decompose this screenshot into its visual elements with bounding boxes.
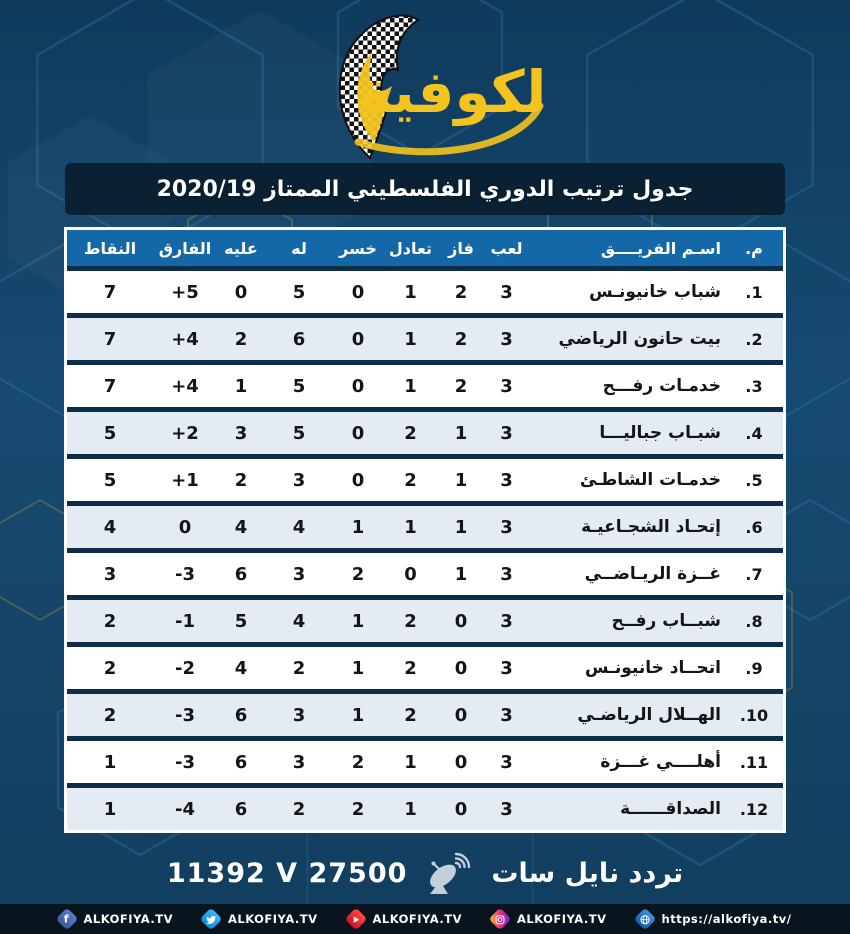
cell-played: 3 (500, 516, 513, 538)
header-diff: الفارق (158, 238, 212, 258)
cell-points: 2 (103, 704, 117, 726)
cell-against: 2 (234, 328, 248, 350)
cell-for: 5 (292, 375, 306, 397)
alkofiya-logo (300, 0, 550, 166)
table-row (67, 459, 783, 501)
frequency-label: تردد نايل سات (491, 857, 684, 889)
facebook-icon: f (55, 908, 78, 931)
cell-points: 1 (103, 798, 117, 820)
logo-calligraphy (358, 58, 550, 152)
header-for: له (291, 238, 307, 258)
frequency-value: 11392 V 27500 (166, 857, 408, 889)
social-label: ALKOFIYA.TV (372, 912, 463, 926)
cell-played: 3 (500, 469, 513, 491)
cell-played: 3 (500, 281, 513, 303)
cell-rank: 5. (745, 470, 763, 490)
globe-icon (633, 908, 656, 931)
cell-draw: 2 (404, 704, 417, 726)
cell-won: 0 (454, 610, 468, 632)
cell-rank: 1. (745, 282, 763, 302)
cell-team: شبــاب رفــح (611, 611, 721, 631)
header-against: عليه (224, 238, 258, 258)
cell-team: إتحـاد الشجـاعيـة (581, 517, 721, 537)
table-row (67, 647, 783, 689)
cell-diff: +4 (171, 328, 199, 350)
cell-won: 0 (454, 751, 468, 773)
social-label: https://alkofiya.tv/ (661, 912, 792, 926)
cell-points: 5 (103, 422, 117, 444)
social-bar (0, 904, 850, 934)
cell-rank: 4. (745, 423, 763, 443)
table-row (67, 412, 783, 454)
page-title (65, 163, 785, 215)
cell-played: 3 (500, 375, 513, 397)
header-won: فاز (448, 238, 474, 258)
cell-lost: 1 (351, 704, 365, 726)
cell-lost: 0 (351, 469, 365, 491)
cell-points: 1 (103, 751, 117, 773)
header-rank: م. (745, 238, 763, 258)
table-row (67, 553, 783, 595)
cell-rank: 11. (739, 752, 769, 772)
cell-draw: 1 (404, 375, 417, 397)
instagram-icon (489, 908, 512, 931)
cell-against: 5 (234, 610, 248, 632)
cell-team: اتحــاد خانيونـس (585, 658, 721, 678)
social-website-link[interactable] (637, 911, 792, 927)
cell-won: 0 (454, 704, 468, 726)
cell-points: 4 (103, 516, 117, 538)
cell-won: 1 (454, 422, 468, 444)
cell-played: 3 (500, 422, 513, 444)
cell-against: 4 (234, 516, 248, 538)
cell-points: 2 (103, 610, 117, 632)
cell-team: شباب خانيونـس (589, 282, 721, 302)
cell-for: 2 (292, 657, 306, 679)
cell-for: 3 (292, 704, 306, 726)
cell-for: 4 (292, 516, 306, 538)
cell-for: 3 (292, 751, 306, 773)
cell-draw: 1 (404, 751, 417, 773)
cell-draw: 1 (404, 516, 417, 538)
cell-points: 7 (103, 375, 117, 397)
cell-diff: +5 (171, 281, 199, 303)
cell-draw: 0 (404, 563, 417, 585)
cell-won: 2 (454, 281, 468, 303)
table-row (67, 694, 783, 736)
frequency-banner (0, 846, 850, 900)
cell-rank: 8. (745, 611, 763, 631)
cell-team: الصداقــــــة (620, 799, 721, 819)
cell-lost: 0 (351, 375, 365, 397)
cell-played: 3 (500, 563, 513, 585)
social-label: ALKOFIYA.TV (228, 912, 318, 926)
table-header-row (67, 230, 783, 266)
social-twitter-link[interactable] (203, 911, 318, 927)
cell-lost: 2 (351, 751, 365, 773)
cell-team: شبـاب جباليـــا (599, 423, 721, 443)
svg-text:الكوفية: الكوفية (357, 58, 550, 126)
cell-points: 3 (103, 563, 117, 585)
header-draw: تعادل (388, 238, 433, 258)
cell-draw: 2 (404, 469, 417, 491)
cell-points: 5 (103, 469, 117, 491)
cell-diff: -4 (175, 798, 195, 820)
youtube-icon (344, 908, 367, 931)
twitter-icon (200, 908, 223, 931)
cell-diff: 0 (178, 516, 192, 538)
cell-against: 6 (234, 751, 248, 773)
cell-draw: 2 (404, 657, 417, 679)
cell-for: 3 (292, 563, 306, 585)
cell-won: 1 (454, 563, 468, 585)
cell-for: 5 (292, 281, 306, 303)
cell-diff: -3 (175, 563, 195, 585)
table-row (67, 318, 783, 360)
cell-against: 2 (234, 469, 248, 491)
cell-lost: 1 (351, 657, 365, 679)
cell-won: 0 (454, 657, 468, 679)
cell-played: 3 (500, 751, 513, 773)
cell-lost: 1 (351, 516, 365, 538)
cell-diff: -2 (175, 657, 195, 679)
cell-won: 0 (454, 798, 468, 820)
cell-team: خدمـات رفـــح (602, 376, 721, 396)
cell-rank: 9. (745, 658, 763, 678)
cell-against: 6 (234, 798, 248, 820)
cell-rank: 3. (745, 376, 763, 396)
cell-won: 2 (454, 375, 468, 397)
cell-won: 2 (454, 328, 468, 350)
header-team: اسـم الفريــــق (600, 238, 721, 258)
table-row (67, 271, 783, 313)
header-played: لعب (490, 238, 523, 258)
cell-lost: 2 (351, 798, 365, 820)
header-lost: خسر (339, 238, 377, 258)
cell-points: 7 (103, 281, 117, 303)
cell-diff: -1 (175, 610, 195, 632)
table-row (67, 365, 783, 407)
cell-for: 6 (292, 328, 306, 350)
social-youtube-link[interactable] (348, 911, 463, 927)
table-row (67, 741, 783, 783)
title-text: جدول ترتيب الدوري الفلسطيني الممتاز 2020/19 (156, 176, 694, 202)
cell-played: 3 (500, 657, 513, 679)
social-label: ALKOFIYA.TV (83, 912, 174, 926)
cell-rank: 12. (739, 799, 769, 819)
cell-diff: -3 (175, 751, 195, 773)
social-facebook-link[interactable] (59, 911, 174, 927)
cell-for: 3 (292, 469, 306, 491)
cell-rank: 2. (745, 329, 763, 349)
cell-draw: 1 (404, 798, 417, 820)
cell-for: 4 (292, 610, 306, 632)
table-row (67, 600, 783, 642)
cell-played: 3 (500, 328, 513, 350)
cell-team: الهــلال الرياضـي (577, 705, 721, 725)
cell-against: 0 (234, 281, 248, 303)
cell-against: 6 (234, 563, 248, 585)
cell-team: أهلــــي غـــزة (600, 752, 721, 772)
table-row (67, 788, 783, 830)
cell-rank: 7. (745, 564, 763, 584)
cell-points: 2 (103, 657, 117, 679)
cell-for: 5 (292, 422, 306, 444)
cell-team: خدمـات الشاطـئ (579, 470, 721, 490)
cell-points: 7 (103, 328, 117, 350)
standings-body (67, 271, 783, 830)
cell-played: 3 (500, 610, 513, 632)
cell-lost: 2 (351, 563, 365, 585)
cell-lost: 1 (351, 610, 365, 632)
cell-draw: 2 (404, 422, 417, 444)
cell-team: بيت حانون الرياضي (558, 329, 721, 349)
cell-played: 3 (500, 704, 513, 726)
cell-lost: 0 (351, 281, 365, 303)
cell-won: 1 (454, 469, 468, 491)
social-instagram-link[interactable] (492, 911, 607, 927)
table-row (67, 506, 783, 548)
cell-diff: -3 (175, 704, 195, 726)
social-label: ALKOFIYA.TV (517, 912, 607, 926)
cell-against: 6 (234, 704, 248, 726)
cell-won: 1 (454, 516, 468, 538)
cell-diff: +2 (171, 422, 199, 444)
cell-against: 4 (234, 657, 248, 679)
satellite-dish-icon (423, 850, 475, 896)
cell-diff: +1 (171, 469, 199, 491)
cell-against: 1 (234, 375, 248, 397)
cell-lost: 0 (351, 328, 365, 350)
cell-rank: 6. (745, 517, 763, 537)
cell-draw: 1 (404, 281, 417, 303)
cell-against: 3 (234, 422, 248, 444)
cell-draw: 2 (404, 610, 417, 632)
cell-draw: 1 (404, 328, 417, 350)
cell-diff: +4 (171, 375, 199, 397)
cell-for: 2 (292, 798, 306, 820)
cell-lost: 0 (351, 422, 365, 444)
cell-team: غــزة الريـاضــي (584, 564, 721, 584)
header-points: النقاط (83, 238, 137, 258)
standings-table (64, 227, 786, 833)
cell-played: 3 (500, 798, 513, 820)
cell-rank: 10. (739, 705, 769, 725)
